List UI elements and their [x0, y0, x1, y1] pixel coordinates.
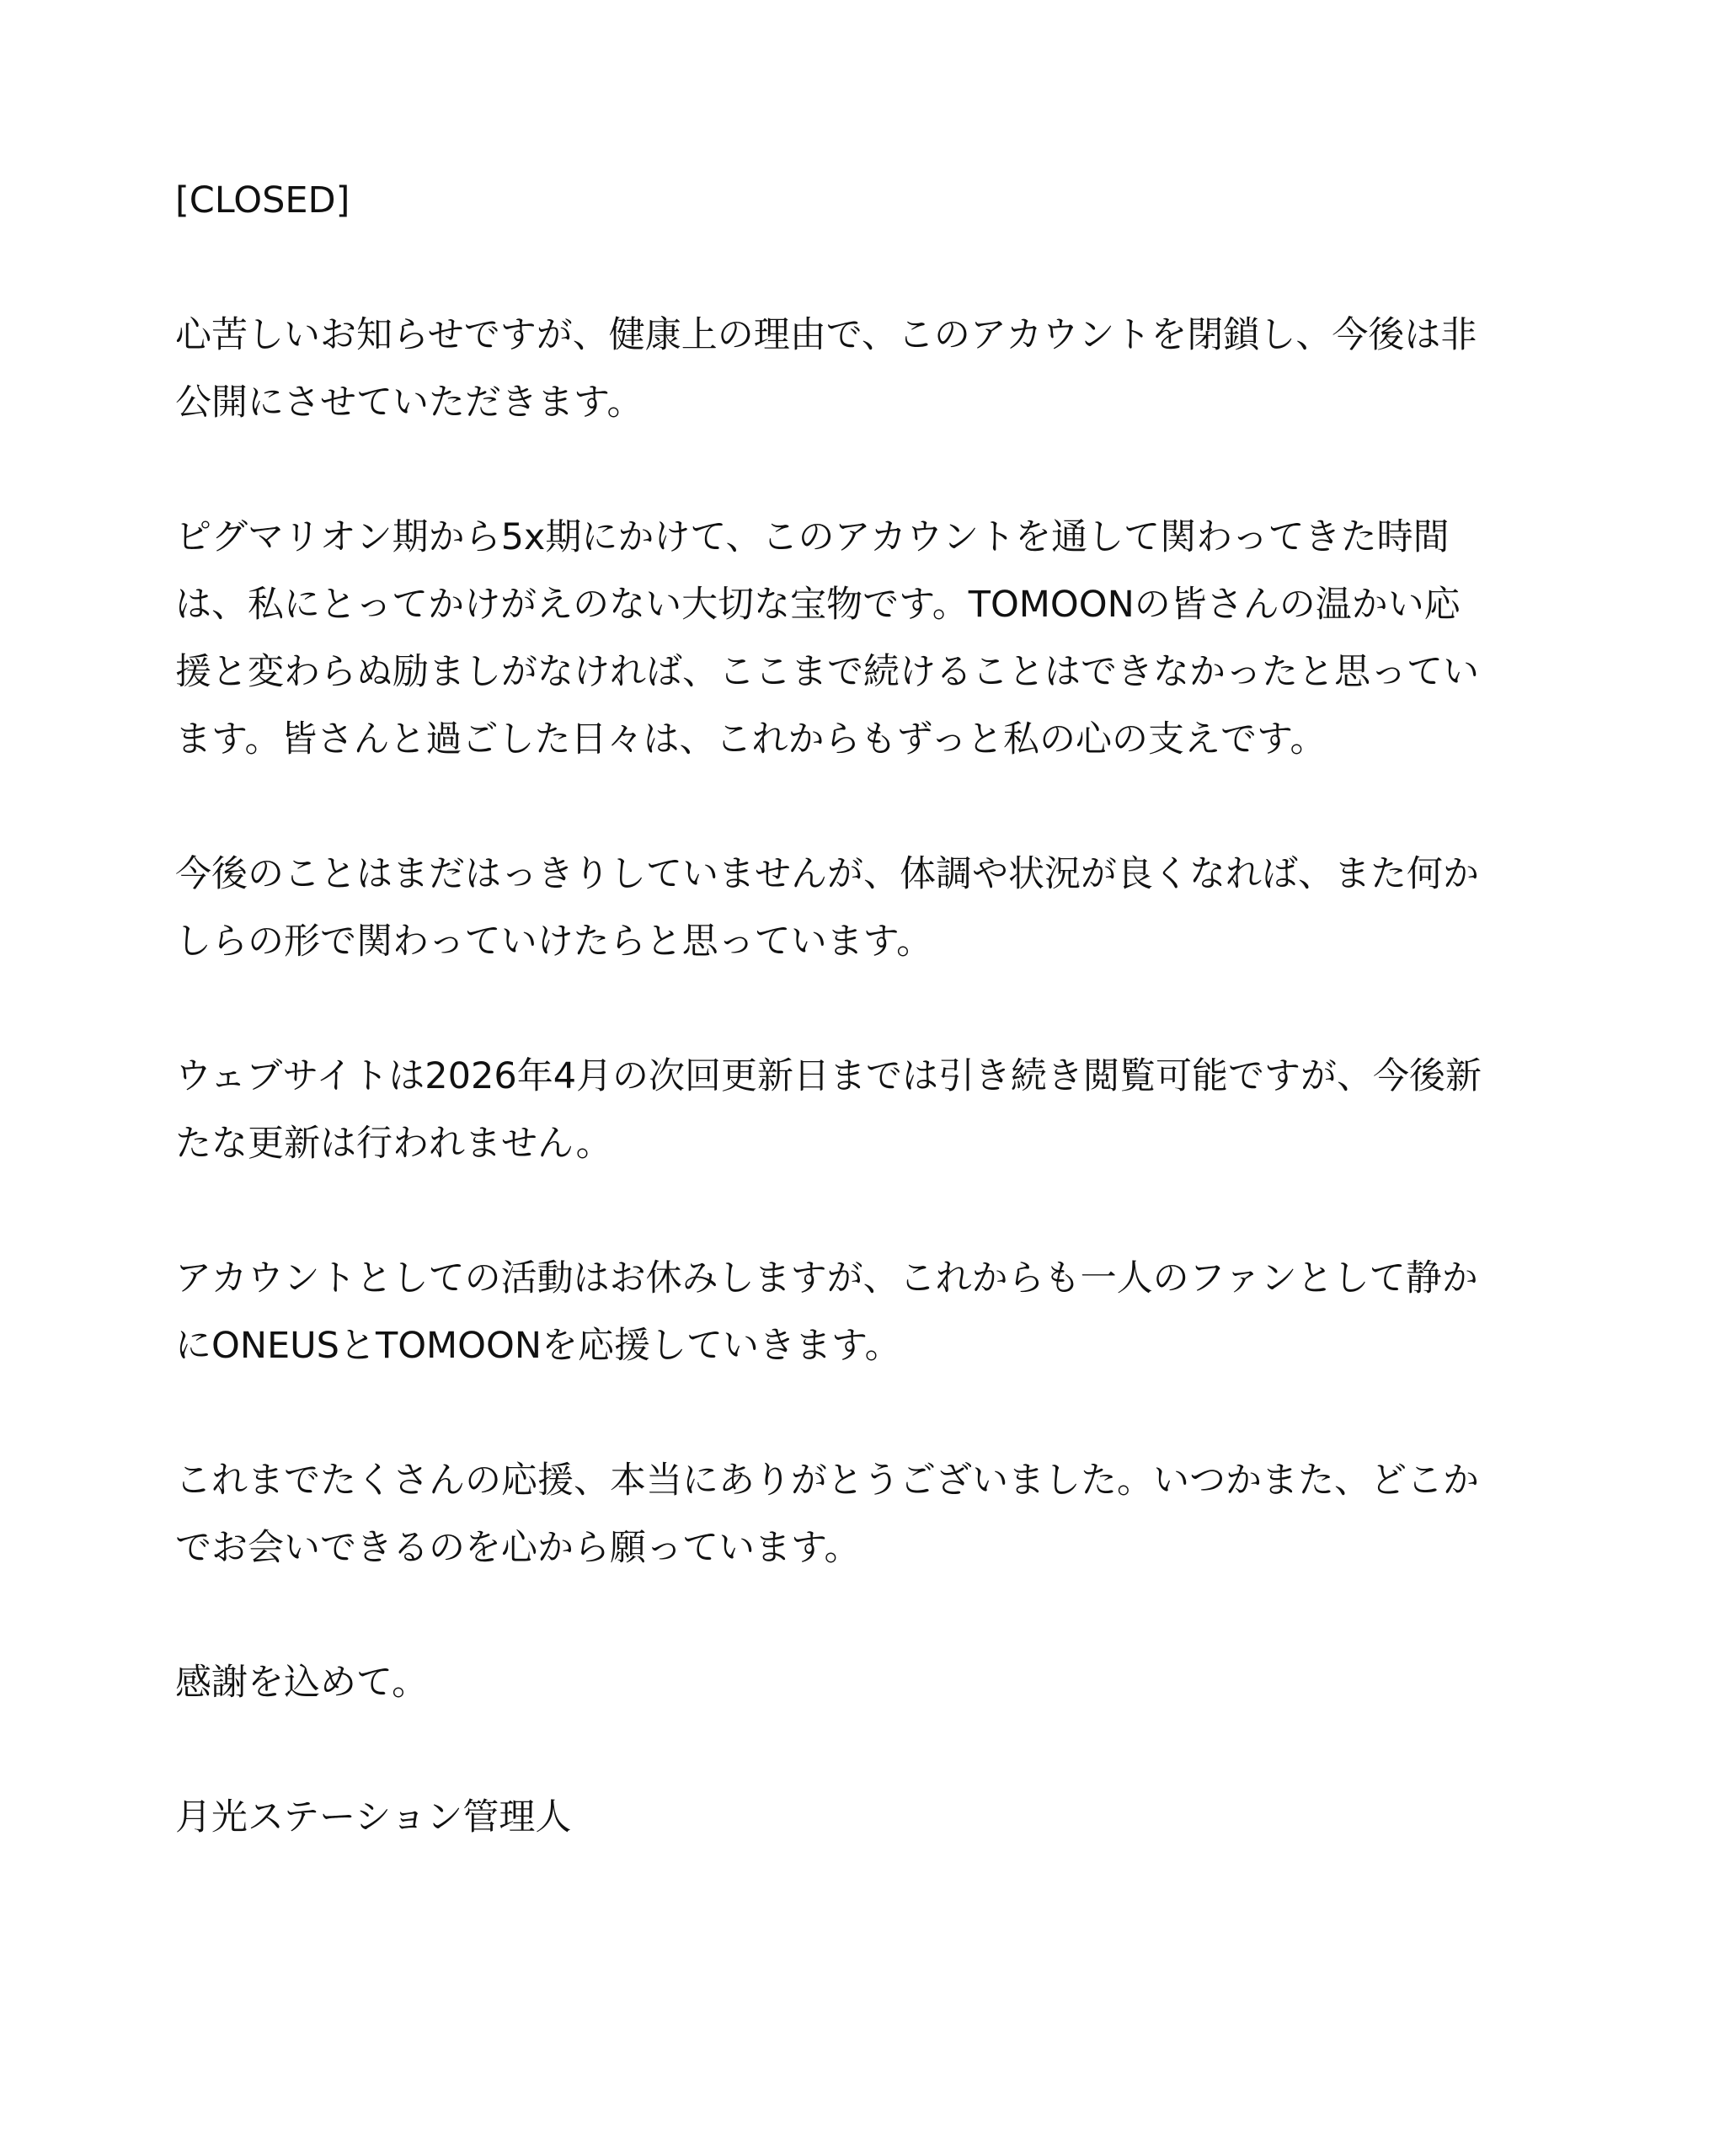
gratitude-line: 援と変わらぬ励ましがなければ、ここまで続けることはできなかったと思ってい [175, 651, 1479, 693]
website-availability-paragraph [175, 1043, 1573, 1177]
fan-support-paragraph [175, 1245, 1573, 1380]
future-plans-paragraph [175, 841, 1573, 975]
future-plans-line: 今後のことはまだはっきりしていませんが、体調や状況が良くなれば、また何か [175, 853, 1479, 895]
website-availability-line: たな更新は行われません。 [175, 1123, 612, 1165]
closure-notice-paragraph [175, 302, 1573, 436]
announcement-content [175, 167, 1573, 1851]
closing-phrase [175, 1649, 1573, 1716]
signature-line: 月光ステーション管理人 [175, 1796, 572, 1838]
closure-notice-line: 公開にさせていただきます。 [175, 382, 644, 424]
closing-line: 感謝を込めて。 [175, 1662, 429, 1704]
gratitude-paragraph [175, 504, 1573, 773]
gratitude-line: ます。皆さんと過ごした日々は、これからもずっと私の心の支えです。 [175, 718, 1327, 760]
website-availability-line: ウェブサイトは2026年4月の次回更新日までは引き続き閲覧可能ですが、今後新 [175, 1055, 1482, 1097]
fan-support-line: にONEUSとTOMOONを応援していきます。 [175, 1325, 901, 1367]
thank-you-paragraph [175, 1447, 1573, 1582]
future-plans-line: しらの形で関わっていけたらと思っています。 [175, 921, 933, 963]
thank-you-line: これまでたくさんの応援、本当にありがとうございました。いつかまた、どこか [175, 1460, 1479, 1502]
thank-you-line: でお会いできるのを心から願っています。 [175, 1527, 861, 1569]
closure-notice-line: 心苦しいお知らせですが、健康上の理由で、このアカウントを閉鎖し、今後は非 [175, 314, 1477, 356]
signature [175, 1784, 1573, 1851]
gratitude-line: は、私にとってかけがえのない大切な宝物です。TOMOONの皆さんの温かい応 [175, 584, 1461, 626]
closed-label: [CLOSED] [175, 179, 350, 221]
closed-status [175, 167, 1573, 234]
gratitude-line: ピグマリオン期から5x期にかけて、このアカウントを通して関わってきた時間 [175, 516, 1450, 558]
fan-support-line: アカウントとしての活動はお休みしますが、これからも一人のファンとして静か [175, 1257, 1478, 1299]
